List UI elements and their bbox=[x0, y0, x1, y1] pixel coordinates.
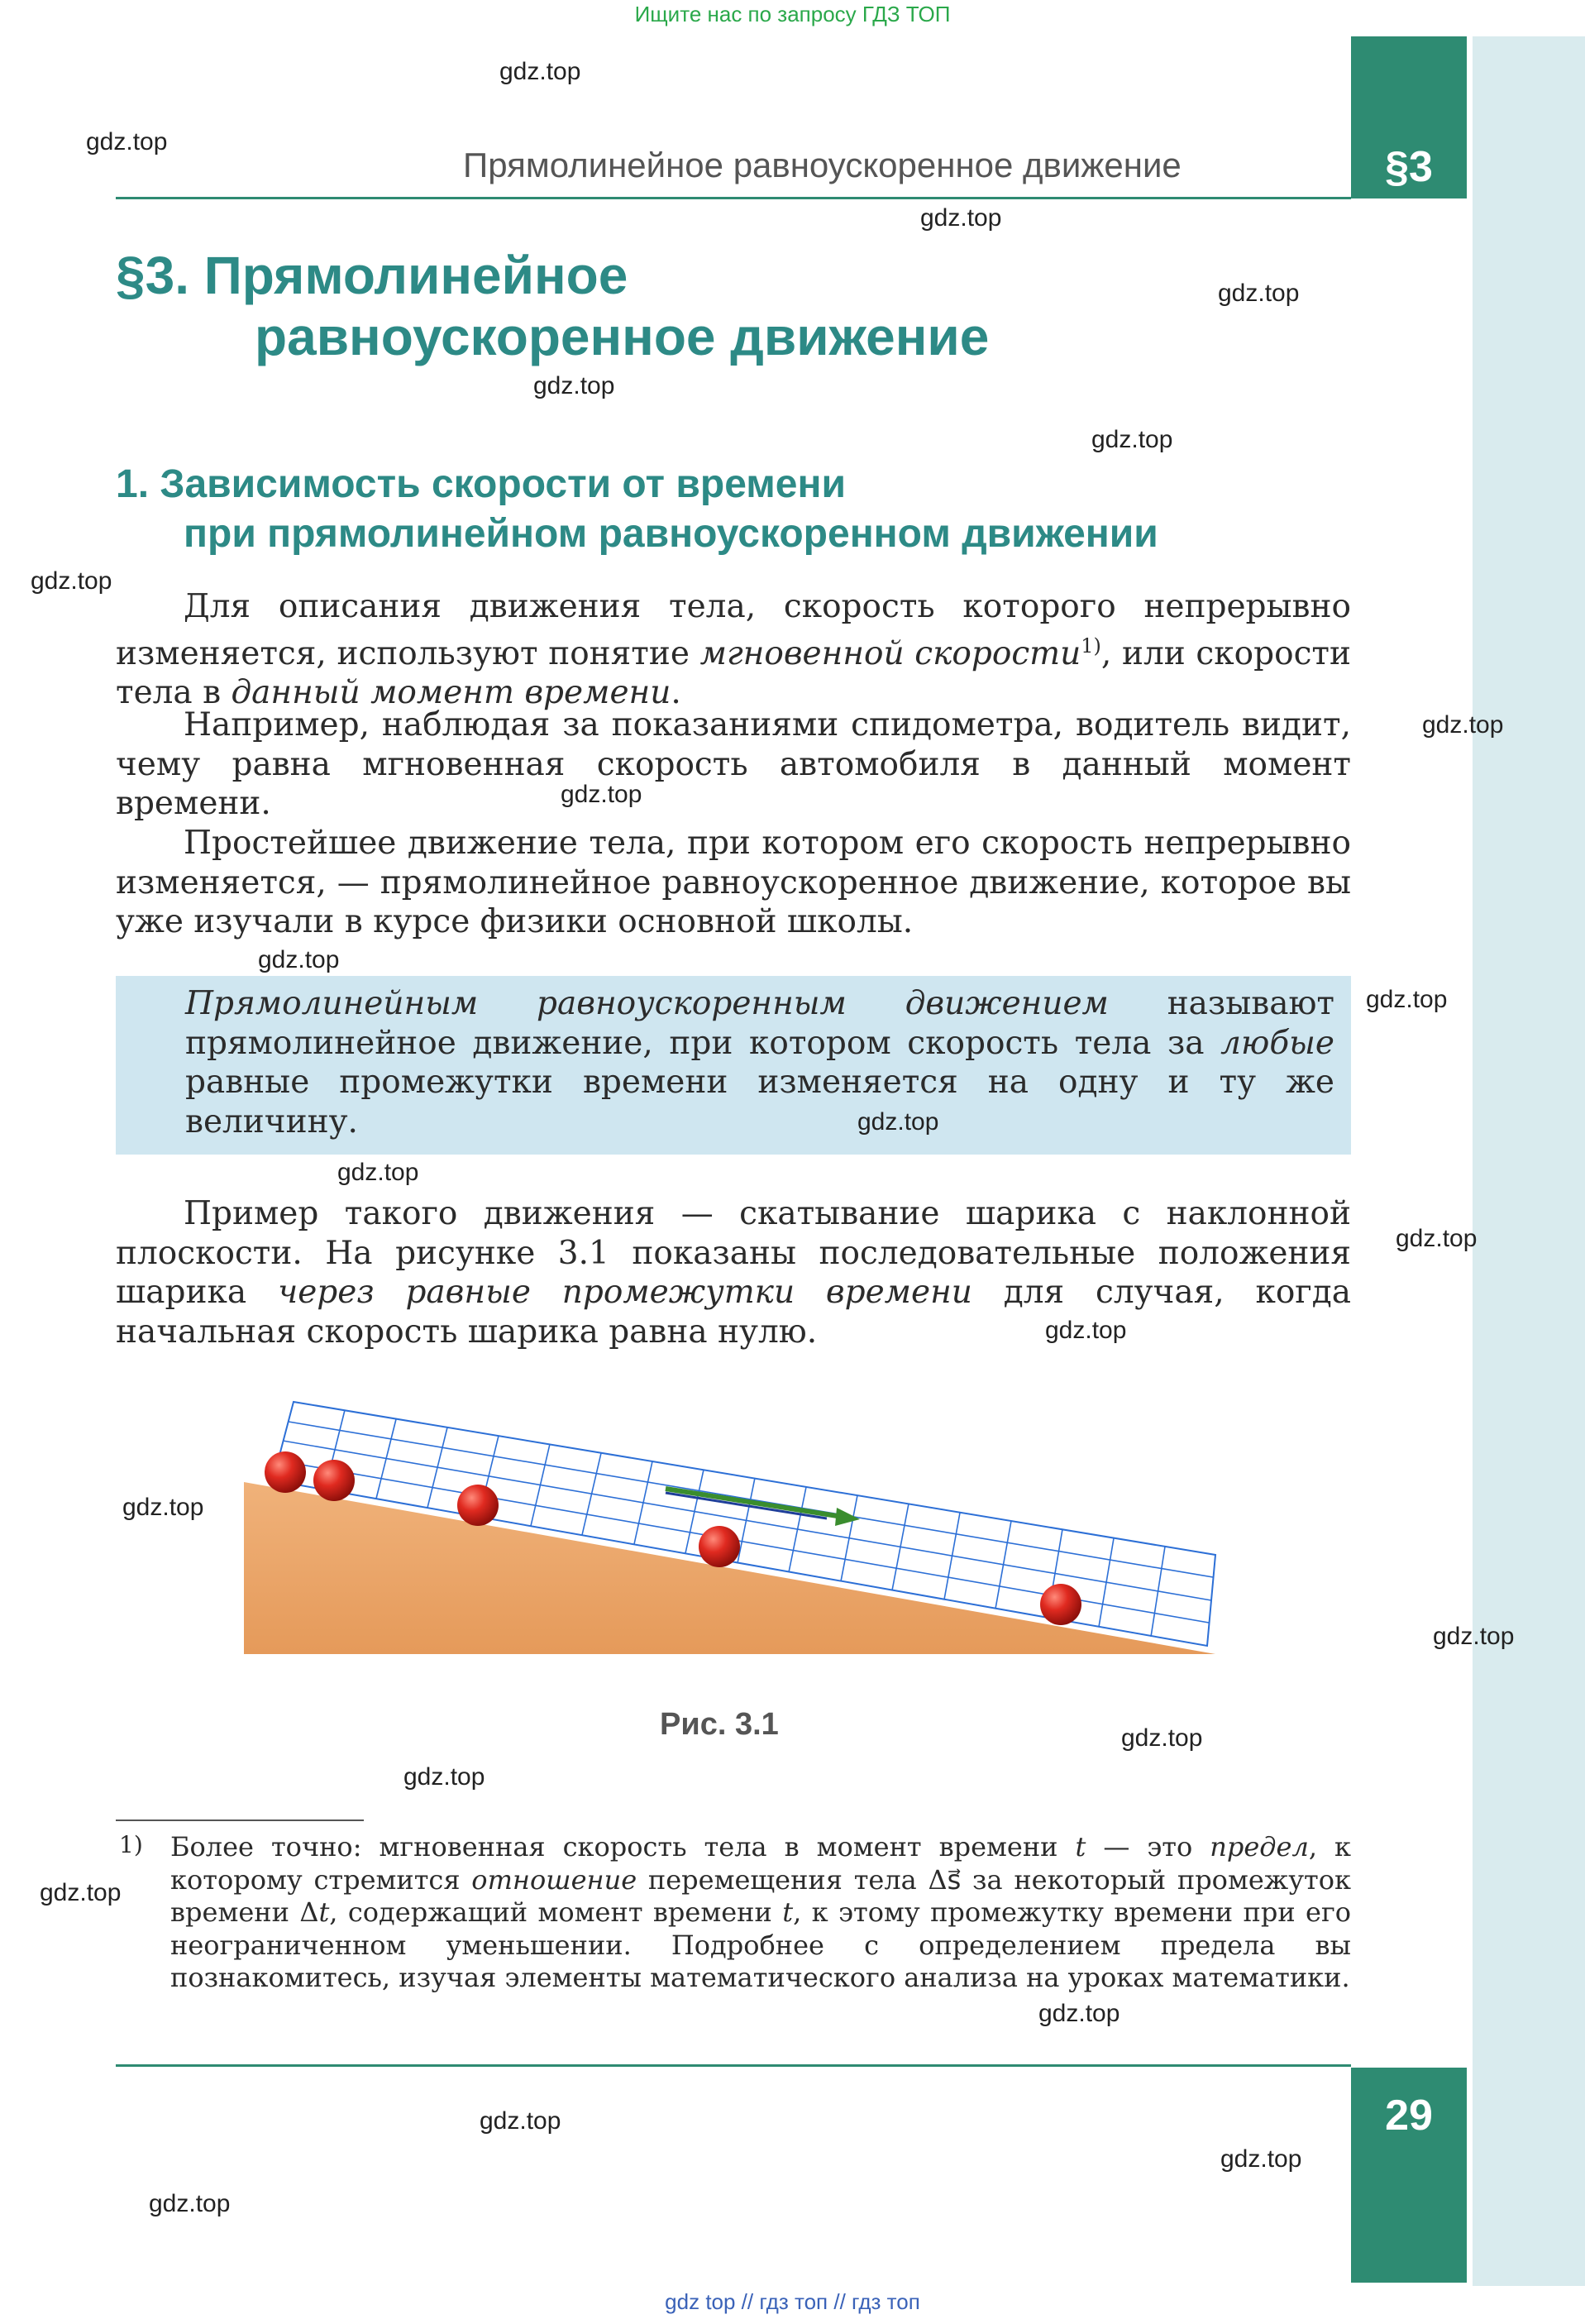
definition-text: Прямолинейным равноускоренным движением называют прямолинейное движение, при котором скорость тела за любые равные промежутки времени изменяется на одну и ту же величину. bbox=[185, 985, 1334, 1140]
watermark: gdz.top bbox=[1218, 280, 1300, 307]
section-title-line1: §3. Прямолинейное bbox=[116, 246, 628, 305]
bottom-banner[interactable]: gdz top // гдз топ // гдз топ bbox=[665, 2289, 920, 2314]
watermark: gdz.top bbox=[1422, 711, 1504, 739]
watermark: gdz.top bbox=[857, 1108, 939, 1136]
page-edge-strip bbox=[1473, 36, 1585, 2286]
watermark: gdz.top bbox=[499, 58, 581, 85]
watermark: gdz.top bbox=[1038, 2000, 1120, 2027]
watermark: gdz.top bbox=[1091, 426, 1173, 453]
watermark: gdz.top bbox=[122, 1494, 204, 1521]
section-title-line2: равноускоренное движение bbox=[255, 307, 990, 366]
page-number: 29 bbox=[1385, 2092, 1433, 2140]
watermark: gdz.top bbox=[1121, 1724, 1203, 1752]
watermark: gdz.top bbox=[1433, 1623, 1515, 1650]
inclined-plane-figure bbox=[232, 1389, 1240, 1671]
footnote-text: Более точно: мгновенная скорость тела в момент времени t — это предел, к которому стремится отношение перемещения тела Δs⃗ за некоторый промежуток времени Δt, содержащий момент времени t, к этому промежутку времени при его неограниченном уменьшении. Подробнее с определением предела вы познакомитесь, изучая элементы математического анализа на уроках математики. bbox=[170, 1831, 1352, 1993]
watermark: gdz.top bbox=[533, 372, 615, 399]
paragraph-4: Пример такого движения — скатывание шарика с наклонной плоскости. На рисунке 3.1 показаны последовательные положения шарика через равные промежутки времени для случая, когда начальная скорость шарика равна нулю. bbox=[116, 1195, 1351, 1351]
ball-2 bbox=[313, 1460, 355, 1501]
watermark: gdz.top bbox=[258, 946, 340, 973]
watermark: gdz.top bbox=[149, 2190, 231, 2217]
watermark: gdz.top bbox=[561, 781, 642, 808]
watermark: gdz.top bbox=[1366, 986, 1448, 1013]
header-divider bbox=[116, 197, 1351, 199]
paragraph-2: Например, наблюдая за показаниями спидометра, водитель видит, чему равна мгновенная скорость автомобиля в данный момент времени. bbox=[116, 706, 1351, 822]
paragraph-3: Простейшее движение тела, при котором его скорость непрерывно изменяется, — прямолинейное равноускоренное движение, которое вы уже изучали в курсе физики основной школы. bbox=[116, 825, 1351, 940]
watermark: gdz.top bbox=[86, 128, 168, 155]
footer-divider bbox=[116, 2064, 1351, 2067]
footnote-mark: 1) bbox=[119, 1831, 143, 1858]
watermark: gdz.top bbox=[920, 204, 1002, 232]
subsection-title-line1: 1. Зависимость скорости от времени bbox=[116, 462, 846, 506]
watermark: gdz.top bbox=[1220, 2145, 1302, 2173]
running-title: Прямолинейное равноускоренное движение bbox=[463, 146, 1182, 184]
footnote-divider bbox=[116, 1820, 364, 1821]
section-tab-label: §3 bbox=[1385, 143, 1433, 191]
watermark: gdz.top bbox=[1045, 1317, 1127, 1344]
watermark: gdz.top bbox=[337, 1159, 419, 1186]
watermark: gdz.top bbox=[31, 567, 112, 595]
subsection-title-line2: при прямолинейном равноускоренном движении bbox=[184, 512, 1158, 556]
watermark: gdz.top bbox=[40, 1879, 122, 1906]
watermark: gdz.top bbox=[403, 1763, 485, 1791]
watermark: gdz.top bbox=[480, 2107, 561, 2135]
watermark: gdz.top bbox=[1396, 1225, 1478, 1252]
subsection-title bbox=[116, 460, 1158, 559]
ball-5 bbox=[1040, 1584, 1081, 1625]
top-banner[interactable]: Ищите нас по запросу ГДЗ ТОП bbox=[634, 2, 951, 26]
figure-caption: Рис. 3.1 bbox=[660, 1707, 779, 1742]
ball-4 bbox=[699, 1526, 740, 1567]
ball-1 bbox=[265, 1451, 306, 1493]
section-title bbox=[116, 245, 989, 367]
ball-3 bbox=[457, 1485, 499, 1526]
paragraph-1: Для описания движения тела, скорость которого непрерывно изменяется, используют понятие мгновенной скорости$^{1)}$, или скорости тела в данный момент времени. bbox=[116, 588, 1351, 711]
